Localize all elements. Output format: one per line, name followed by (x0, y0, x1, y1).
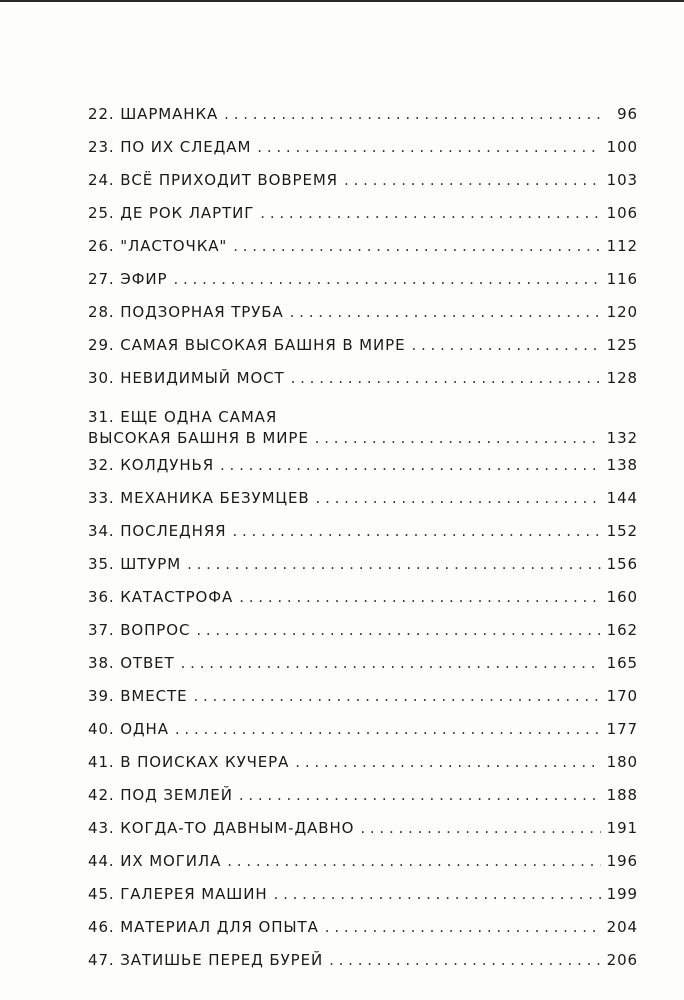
dot-leader (239, 581, 600, 614)
toc-entry (88, 680, 638, 713)
toc-entry-page: 160 (606, 588, 638, 606)
toc-entry (88, 230, 638, 263)
dot-leader (291, 362, 601, 395)
toc-entry-title: 45. ГАЛЕРЕЯ МАШИН (88, 885, 268, 903)
toc-entry-page: 103 (606, 171, 638, 189)
dot-leader (196, 614, 600, 647)
toc-entry (88, 581, 638, 614)
toc-entry (88, 713, 638, 746)
toc-entry (88, 98, 638, 131)
toc-entry-page: 106 (606, 204, 638, 222)
dot-leader (224, 98, 606, 131)
toc-entry (88, 164, 638, 197)
toc-entry-title: 27. ЭФИР (88, 270, 168, 288)
toc-entry-page: 100 (606, 138, 638, 156)
toc-entry-title: 38. ОТВЕТ (88, 654, 175, 672)
toc-entry (88, 449, 638, 482)
dot-leader (173, 263, 600, 296)
toc-entry-page: 116 (606, 270, 638, 288)
toc-entry-page: 96 (617, 105, 638, 123)
toc-entry (88, 746, 638, 779)
toc-entry-title: 37. ВОПРОС (88, 621, 191, 639)
toc-entry-title: 41. В ПОИСКАХ КУЧЕРА (88, 753, 290, 771)
toc-entry-title-line1: 31. ЕЩЕ ОДНА САМАЯ (88, 408, 278, 426)
toc-entry-title: 28. ПОДЗОРНАЯ ТРУБА (88, 303, 284, 321)
toc-entry-title: 36. КАТАСТРОФА (88, 588, 234, 606)
toc-entry-page: 206 (606, 951, 638, 969)
dot-leader (316, 482, 601, 515)
toc-entry-title: 23. ПО ИХ СЛЕДАМ (88, 138, 252, 156)
toc-entry (88, 911, 638, 944)
toc-entry-title: 24. ВСЁ ПРИХОДИТ ВОВРЕМЯ (88, 171, 339, 189)
toc-entry-title (88, 407, 309, 449)
dot-leader (325, 911, 601, 944)
dot-leader (260, 197, 600, 230)
table-of-contents (88, 98, 638, 977)
dot-leader (360, 812, 600, 845)
toc-entry-page: 199 (606, 885, 638, 903)
dot-leader (295, 746, 600, 779)
dot-leader (344, 164, 601, 197)
dot-leader (181, 647, 601, 680)
toc-entry-title: 25. ДЕ РОК ЛАРТИГ (88, 204, 255, 222)
toc-entry (88, 614, 638, 647)
toc-entry-title: 46. МАТЕРИАЛ ДЛЯ ОПЫТА (88, 918, 319, 936)
toc-entry-title: 44. ИХ МОГИЛА (88, 852, 222, 870)
toc-entry-title: 39. ВМЕСТЕ (88, 687, 188, 705)
toc-entry-page: 156 (606, 555, 638, 573)
toc-entry (88, 263, 638, 296)
toc-entry-page: 112 (606, 237, 638, 255)
toc-entry (88, 845, 638, 878)
dot-leader (227, 845, 600, 878)
toc-entry-page: 120 (606, 303, 638, 321)
toc-entry (88, 131, 638, 164)
toc-entry-page: 128 (606, 369, 638, 387)
dot-leader (239, 779, 601, 812)
dot-leader (329, 944, 601, 977)
toc-entry-page: 144 (606, 489, 638, 507)
dot-leader (175, 713, 601, 746)
toc-entry-title: 33. МЕХАНИКА БЕЗУМЦЕВ (88, 489, 310, 507)
dot-leader (220, 449, 601, 482)
toc-entry-page: 138 (606, 456, 638, 474)
toc-entry-title: 40. ОДНА (88, 720, 169, 738)
toc-entry (88, 944, 638, 977)
dot-leader (233, 230, 600, 263)
toc-entry-title: 43. КОГДА-ТО ДАВНЫМ-ДАВНО (88, 819, 355, 837)
toc-entry-title: 47. ЗАТИШЬЕ ПЕРЕД БУРЕЙ (88, 951, 324, 969)
toc-entry (88, 515, 638, 548)
dot-leader (257, 131, 600, 164)
dot-leader (411, 329, 600, 362)
toc-entry (88, 878, 638, 911)
toc-entry-title: 30. НЕВИДИМЫЙ МОСТ (88, 369, 285, 387)
toc-entry (88, 395, 638, 449)
toc-entry-title: 29. САМАЯ ВЫСОКАЯ БАШНЯ В МИРЕ (88, 336, 406, 354)
toc-entry (88, 812, 638, 845)
dot-leader (315, 428, 601, 449)
toc-entry-page: 180 (606, 753, 638, 771)
toc-entry (88, 197, 638, 230)
dot-leader (193, 680, 600, 713)
toc-entry-title: 22. ШАРМАНКА (88, 105, 219, 123)
toc-entry-page: 196 (606, 852, 638, 870)
dot-leader (232, 515, 600, 548)
toc-entry (88, 647, 638, 680)
page-top-edge (0, 0, 684, 2)
dot-leader (274, 878, 601, 911)
toc-entry-page: 125 (606, 336, 638, 354)
toc-entry-page: 165 (606, 654, 638, 672)
dot-leader (187, 548, 601, 581)
toc-entry-page: 188 (606, 786, 638, 804)
toc-entry-title: 42. ПОД ЗЕМЛЕЙ (88, 786, 233, 804)
toc-entry-title: 32. КОЛДУНЬЯ (88, 456, 215, 474)
toc-entry (88, 362, 638, 395)
toc-entry-page: 132 (606, 429, 638, 447)
toc-entry-page: 177 (606, 720, 638, 738)
toc-entry (88, 779, 638, 812)
toc-entry (88, 296, 638, 329)
toc-entry-page: 204 (606, 918, 638, 936)
toc-entry-page: 170 (606, 687, 638, 705)
toc-entry-page: 152 (606, 522, 638, 540)
toc-entry (88, 548, 638, 581)
toc-entry (88, 329, 638, 362)
dot-leader (290, 296, 601, 329)
toc-entry-title: 34. ПОСЛЕДНЯЯ (88, 522, 227, 540)
toc-entry (88, 482, 638, 515)
toc-entry-title: 35. ШТУРМ (88, 555, 182, 573)
toc-entry-title-line2: ВЫСОКАЯ БАШНЯ В МИРЕ (88, 429, 309, 447)
toc-entry-page: 162 (606, 621, 638, 639)
toc-entry-page: 191 (606, 819, 638, 837)
toc-entry-title: 26. "ЛАСТОЧКА" (88, 237, 228, 255)
